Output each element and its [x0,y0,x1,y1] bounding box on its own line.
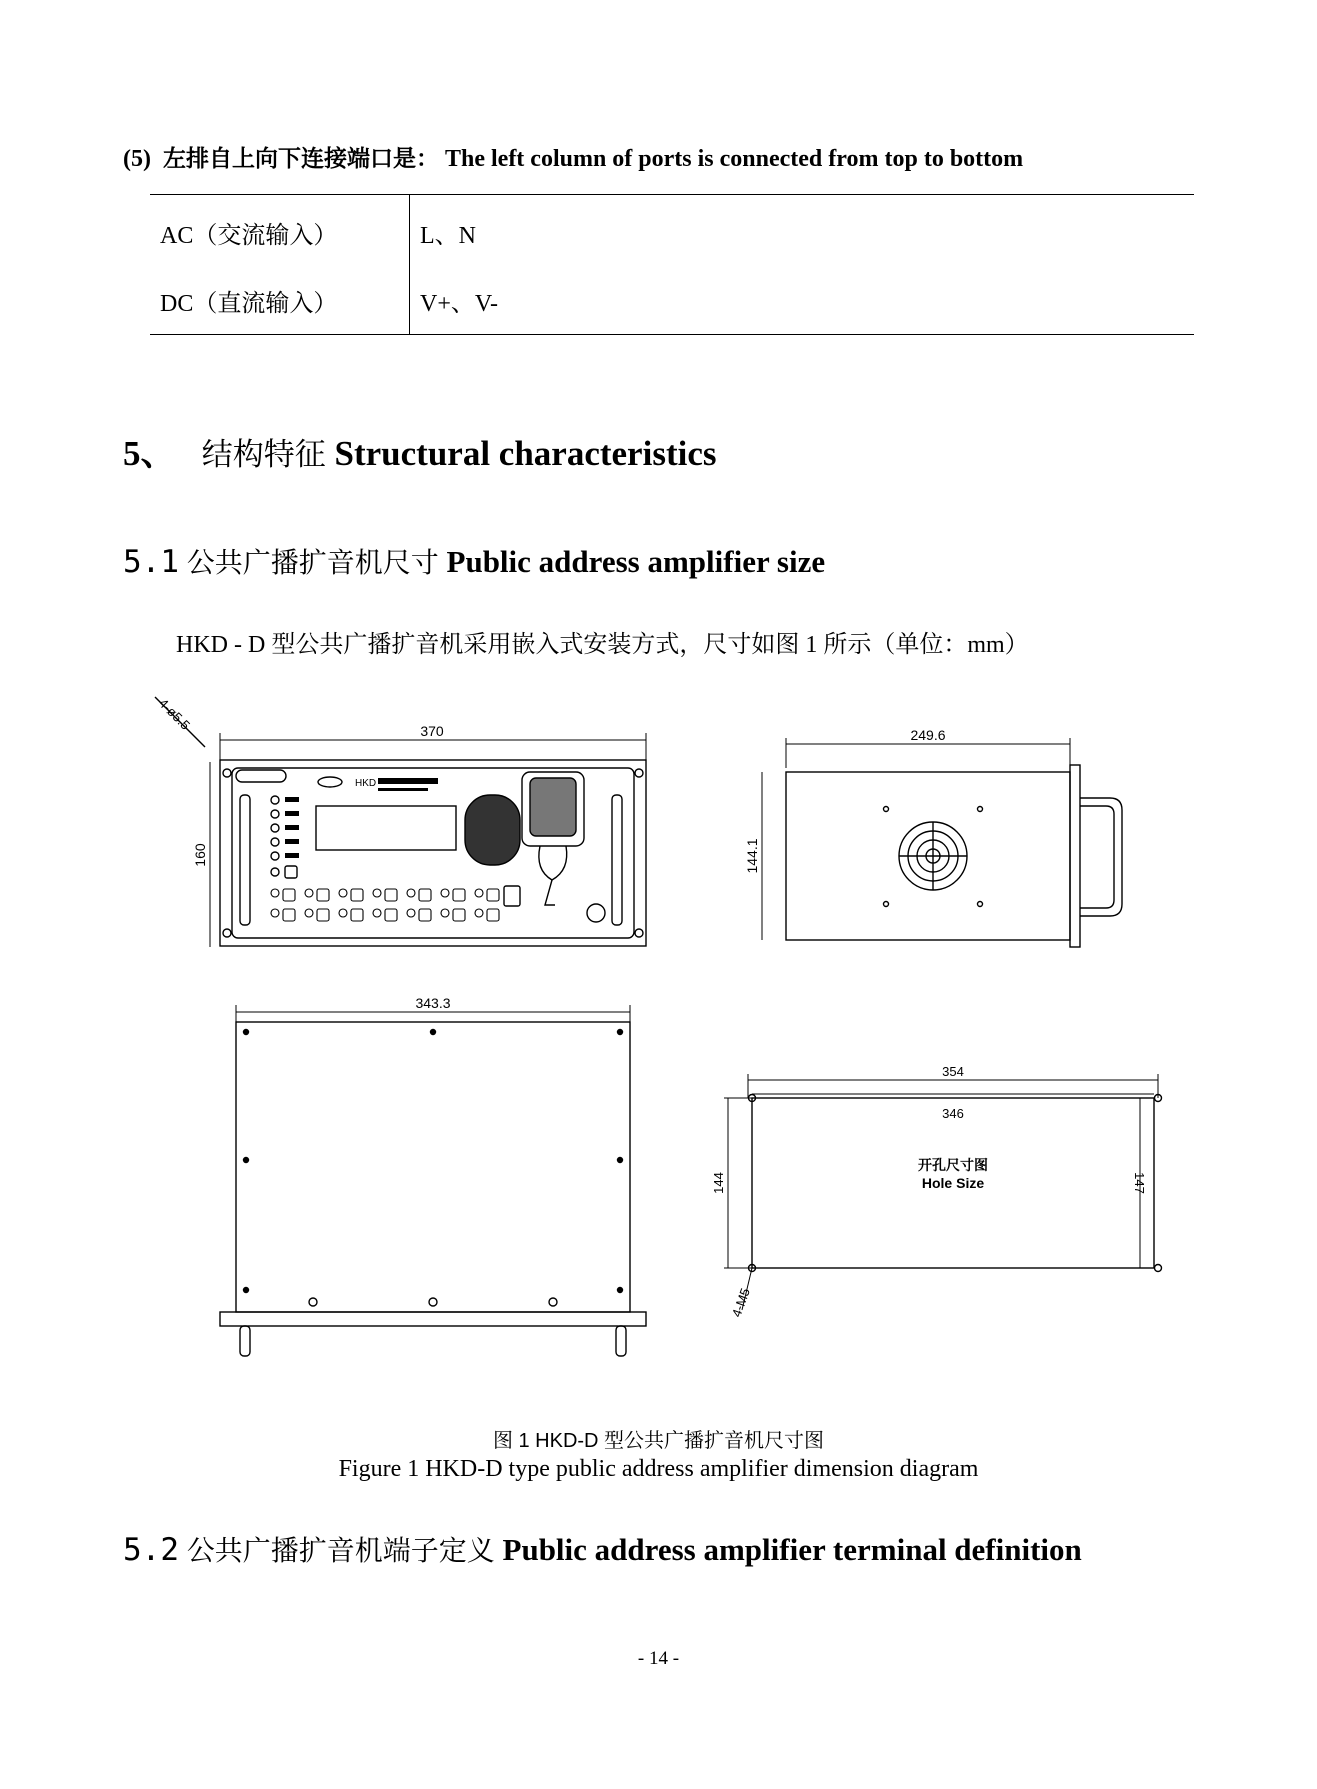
ports-heading [123,140,1023,173]
ports-table [150,194,1194,335]
table-cell-port: DC（直流输入） [160,291,338,317]
hole-screws-label: 4-M5 [728,1286,753,1320]
front-view [155,696,646,947]
table-divider [409,195,410,334]
section-5-en: Structural characteristics [334,434,717,473]
hole-label-en: Hole Size [921,1175,985,1191]
top-width-dim: 343.3 [415,995,451,1011]
lcd-display [316,806,456,850]
mount-hole-label: 4-ø5.5 [155,695,194,733]
side-view [744,727,1122,947]
hole-height-right-dim: 147 [1132,1172,1147,1194]
front-model-label: HKD [355,778,377,789]
fan-grille [899,822,967,890]
side-depth-dim: 249.6 [910,727,946,743]
section-5-2-en: Public address amplifier terminal definition [502,1532,1082,1567]
hole-height-left-dim: 144 [711,1172,726,1194]
front-panel-outer [220,760,646,946]
hole-outer-width-dim: 354 [942,1064,964,1079]
section-5-cn: 结构特征 [201,437,326,473]
section-5-1-en: Public address amplifier size [446,544,826,579]
ports-heading-en: The left column of ports is connected from top to bottom [444,146,1024,172]
section-5-2-title [123,1529,1082,1569]
hole-view [711,1064,1162,1319]
top-view [220,995,646,1356]
top-body [236,1022,630,1312]
side-height-dim: 144.1 [744,838,760,874]
section-5-1-cn: 公共广播扩音机尺寸 [186,546,439,579]
table-cell-terminals: V+、V- [420,291,498,317]
section-5-number: 5、 [123,434,176,473]
figure-caption-en: Figure 1 HKD-D type public address amplifier dimension diagram [338,1456,979,1482]
page-number: - 14 - [637,1648,680,1669]
section-5-2-cn: 公共广播扩音机端子定义 [186,1534,495,1567]
section-5-1-number: 5.1 [123,544,179,580]
dimension-figure [0,680,1317,1380]
ports-heading-number: (5) [123,146,151,172]
hole-label-cn: 开孔尺寸图 [918,1157,988,1173]
table-cell-port: AC（交流输入） [160,223,338,249]
section-5-2-number: 5.2 [123,1532,179,1568]
table-cell-terminals: L、N [420,223,476,249]
ports-heading-cn: 左排自上向下连接端口是： [162,146,439,172]
section-5-1-title [123,541,825,581]
intro-paragraph: HKD - D 型公共广播扩音机采用嵌入式安装方式，尺寸如图 1 所示（单位：mm） [176,632,1029,658]
front-width-dim: 370 [420,723,444,739]
front-height-dim: 160 [192,843,208,867]
hole-inner-width-dim: 346 [942,1106,964,1121]
figure-caption-cn: 图 1 HKD-D 型公共广播扩音机尺寸图 [492,1430,825,1452]
section-5-title [123,426,716,476]
